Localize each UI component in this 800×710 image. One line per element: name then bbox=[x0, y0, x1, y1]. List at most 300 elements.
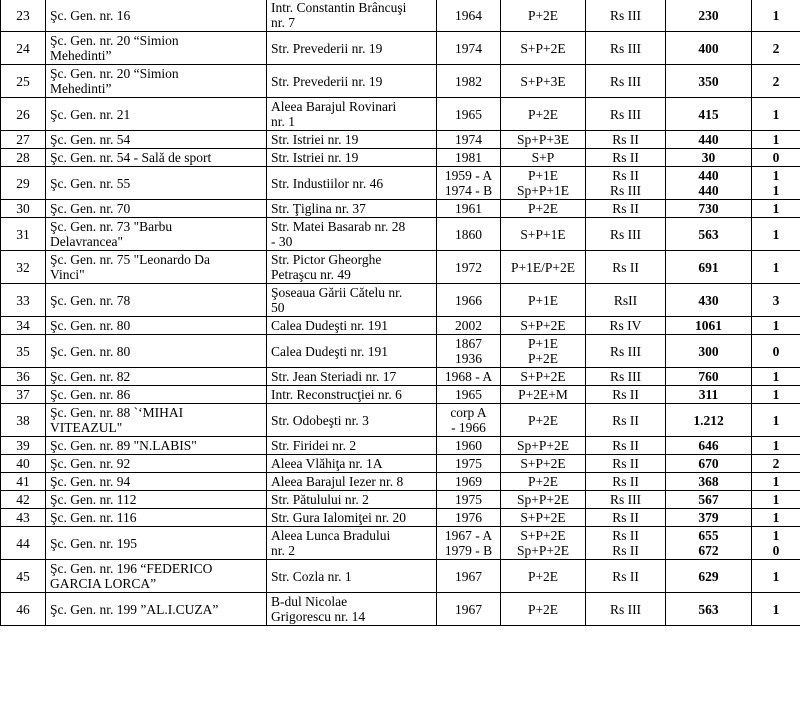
table-row bbox=[1, 200, 800, 218]
address-cell bbox=[267, 455, 437, 473]
last-column-cell bbox=[752, 284, 800, 317]
address-line: - 30 bbox=[271, 234, 293, 249]
height-regime-line: S+P+2E bbox=[520, 369, 566, 384]
row-number-cell: 36 bbox=[1, 368, 46, 386]
address-cell bbox=[267, 0, 437, 32]
height-regime-line: S+P+3E bbox=[520, 73, 566, 89]
seismic-risk-cell bbox=[586, 473, 666, 491]
school-name-line: Mehedinti” bbox=[50, 81, 112, 96]
school-name-cell bbox=[46, 284, 267, 317]
address-line: Aleea Lunca Bradului bbox=[271, 528, 391, 543]
height-regime-cell bbox=[501, 335, 586, 368]
height-regime-line: P+2E bbox=[527, 601, 559, 617]
last-column-line: 1 bbox=[772, 132, 780, 147]
address-line: Str. Firidei nr. 2 bbox=[271, 438, 357, 453]
school-name-line: Şc. Gen. nr. 54 - Sală de sport bbox=[50, 150, 212, 165]
construction-year-cell bbox=[437, 200, 501, 218]
school-name-line: Şc. Gen. nr. 199 ”AL.I.CUZA” bbox=[50, 601, 219, 617]
last-column-line: 1 bbox=[772, 412, 780, 428]
last-column-cell bbox=[752, 251, 800, 284]
address-cell bbox=[267, 167, 437, 200]
address-line: Str. Matei Basarab nr. 28 bbox=[271, 219, 406, 234]
address-line: B-dul Nicolae bbox=[271, 594, 348, 609]
table-body bbox=[1, 0, 800, 626]
capacity-line: 563 bbox=[698, 226, 719, 242]
address-line: Str. Cozla nr. 1 bbox=[271, 568, 352, 584]
seismic-risk-line: Rs III bbox=[609, 369, 642, 384]
construction-year-line: 1959 - A bbox=[444, 168, 493, 183]
school-name-cell bbox=[46, 200, 267, 218]
height-regime-line: S+P+2E bbox=[520, 456, 566, 471]
capacity-cell bbox=[666, 167, 752, 200]
school-name-cell bbox=[46, 437, 267, 455]
height-regime-line: S+P+2E bbox=[520, 40, 566, 56]
school-name-line: Şc. Gen. nr. 86 bbox=[50, 387, 131, 402]
address-line: Şoseaua Gării Cătelu nr. bbox=[271, 285, 403, 300]
construction-year-cell bbox=[437, 368, 501, 386]
address-line: Aleea Barajul Rovinari bbox=[271, 99, 397, 114]
capacity-cell bbox=[666, 509, 752, 527]
seismic-risk-line: Rs II bbox=[612, 543, 639, 558]
seismic-risk-cell bbox=[586, 404, 666, 437]
school-name-line: Şc. Gen. nr. 196 “FEDERICO bbox=[50, 561, 213, 576]
height-regime-cell bbox=[501, 200, 586, 218]
address-cell bbox=[267, 527, 437, 560]
last-column-line: 1 bbox=[772, 259, 780, 275]
construction-year-line: 1972 bbox=[455, 259, 482, 275]
row-number-cell: 37 bbox=[1, 386, 46, 404]
table-row bbox=[1, 218, 800, 251]
school-name-line: Şc. Gen. nr. 112 bbox=[50, 492, 137, 507]
capacity-cell bbox=[666, 335, 752, 368]
capacity-cell bbox=[666, 473, 752, 491]
construction-year-line: 1966 bbox=[455, 292, 482, 308]
seismic-risk-cell bbox=[586, 98, 666, 131]
school-name-line: Şc. Gen. nr. 73 "Barbu bbox=[50, 219, 173, 234]
capacity-line: 415 bbox=[698, 106, 719, 122]
capacity-line: 440 bbox=[698, 168, 719, 183]
school-name-line: Şc. Gen. nr. 20 “Simion bbox=[50, 33, 179, 48]
construction-year-line: - 1966 bbox=[451, 420, 486, 435]
table-row bbox=[1, 368, 800, 386]
height-regime-line: P+2E bbox=[527, 201, 559, 216]
table-row bbox=[1, 65, 800, 98]
height-regime-line: Sp+P+3E bbox=[517, 132, 569, 147]
table-row bbox=[1, 317, 800, 335]
last-column-line: 2 bbox=[772, 40, 780, 56]
height-regime-cell bbox=[501, 149, 586, 167]
school-name-line: Şc. Gen. nr. 116 bbox=[50, 510, 137, 525]
last-column-cell bbox=[752, 167, 800, 200]
row-number-cell: 27 bbox=[1, 131, 46, 149]
height-regime-cell bbox=[501, 167, 586, 200]
table-row bbox=[1, 593, 800, 626]
school-name-cell bbox=[46, 473, 267, 491]
address-line: Intr. Reconstrucţiei nr. 6 bbox=[271, 387, 402, 402]
construction-year-line: 1967 - A bbox=[444, 528, 493, 543]
last-column-cell bbox=[752, 593, 800, 626]
construction-year-line: 1974 bbox=[455, 132, 482, 147]
last-column-line: 1 bbox=[772, 568, 780, 584]
address-cell bbox=[267, 98, 437, 131]
school-name-cell bbox=[46, 455, 267, 473]
address-line: Aleea Vlăhiţa nr. 1A bbox=[271, 456, 383, 471]
address-cell bbox=[267, 317, 437, 335]
last-column-cell bbox=[752, 317, 800, 335]
last-column-line: 1 bbox=[772, 201, 780, 216]
last-column-cell bbox=[752, 473, 800, 491]
capacity-cell bbox=[666, 218, 752, 251]
school-name-line: Şc. Gen. nr. 88 `‘MIHAI bbox=[50, 405, 184, 420]
row-number-cell: 25 bbox=[1, 65, 46, 98]
capacity-line: 655 bbox=[698, 528, 719, 543]
capacity-line: 691 bbox=[698, 259, 719, 275]
construction-year-cell bbox=[437, 335, 501, 368]
row-number-cell: 40 bbox=[1, 455, 46, 473]
school-name-cell bbox=[46, 98, 267, 131]
capacity-line: 1061 bbox=[695, 318, 722, 333]
seismic-risk-line: Rs III bbox=[609, 106, 642, 122]
seismic-risk-cell bbox=[586, 368, 666, 386]
school-name-cell bbox=[46, 560, 267, 593]
construction-year-line: corp A bbox=[450, 405, 487, 420]
table-row bbox=[1, 527, 800, 560]
school-name-line: Şc. Gen. nr. 21 bbox=[50, 106, 131, 122]
school-name-cell bbox=[46, 491, 267, 509]
seismic-risk-line: Rs II bbox=[612, 387, 639, 402]
seismic-risk-line: Rs II bbox=[612, 201, 639, 216]
school-name-line: Mehedinti” bbox=[50, 48, 112, 63]
table-row bbox=[1, 167, 800, 200]
address-line: Str. Prevederii nr. 19 bbox=[271, 40, 383, 56]
last-column-cell bbox=[752, 0, 800, 32]
school-name-cell bbox=[46, 509, 267, 527]
capacity-cell bbox=[666, 368, 752, 386]
seismic-risk-line: Rs III bbox=[609, 601, 642, 617]
school-name-cell bbox=[46, 149, 267, 167]
capacity-cell bbox=[666, 0, 752, 32]
last-column-cell bbox=[752, 437, 800, 455]
construction-year-cell bbox=[437, 65, 501, 98]
construction-year-cell bbox=[437, 593, 501, 626]
last-column-line: 1 bbox=[772, 601, 780, 617]
address-cell bbox=[267, 65, 437, 98]
capacity-line: 350 bbox=[698, 73, 719, 89]
height-regime-cell bbox=[501, 218, 586, 251]
capacity-cell bbox=[666, 32, 752, 65]
table-row bbox=[1, 131, 800, 149]
school-name-line: Şc. Gen. nr. 70 bbox=[50, 201, 131, 216]
construction-year-line: 1967 bbox=[455, 568, 482, 584]
construction-year-line: 1961 bbox=[455, 201, 482, 216]
row-number-cell: 39 bbox=[1, 437, 46, 455]
school-name-line: Şc. Gen. nr. 55 bbox=[50, 175, 131, 191]
construction-year-cell bbox=[437, 491, 501, 509]
row-number-cell: 38 bbox=[1, 404, 46, 437]
row-number-cell: 34 bbox=[1, 317, 46, 335]
capacity-cell bbox=[666, 404, 752, 437]
seismic-risk-cell bbox=[586, 65, 666, 98]
school-name-line: Şc. Gen. nr. 78 bbox=[50, 292, 131, 308]
seismic-risk-line: Rs III bbox=[609, 492, 642, 507]
capacity-cell bbox=[666, 437, 752, 455]
capacity-line: 563 bbox=[698, 601, 719, 617]
construction-year-line: 1969 bbox=[455, 474, 482, 489]
height-regime-cell bbox=[501, 455, 586, 473]
height-regime-line: Sp+P+2E bbox=[517, 492, 569, 507]
construction-year-cell bbox=[437, 167, 501, 200]
seismic-risk-line: Rs III bbox=[609, 73, 642, 89]
construction-year-line: 1867 bbox=[455, 336, 482, 351]
address-line: Str. Odobeşti nr. 3 bbox=[271, 412, 369, 428]
row-number-cell: 24 bbox=[1, 32, 46, 65]
construction-year-line: 1860 bbox=[455, 226, 482, 242]
row-number-cell: 44 bbox=[1, 527, 46, 560]
school-name-cell bbox=[46, 131, 267, 149]
school-name-line: Şc. Gen. nr. 94 bbox=[50, 474, 131, 489]
last-column-cell bbox=[752, 98, 800, 131]
last-column-cell bbox=[752, 65, 800, 98]
capacity-cell bbox=[666, 149, 752, 167]
table-row bbox=[1, 98, 800, 131]
last-column-line: 1 bbox=[772, 183, 780, 198]
row-number-cell: 29 bbox=[1, 167, 46, 200]
address-cell bbox=[267, 560, 437, 593]
address-cell bbox=[267, 509, 437, 527]
seismic-risk-line: Rs III bbox=[609, 226, 642, 242]
height-regime-cell bbox=[501, 317, 586, 335]
construction-year-line: 1964 bbox=[455, 7, 482, 23]
address-line: Aleea Barajul Iezer nr. 8 bbox=[271, 474, 404, 489]
row-number-cell: 46 bbox=[1, 593, 46, 626]
table-row bbox=[1, 335, 800, 368]
last-column-line: 0 bbox=[772, 543, 780, 558]
height-regime-line: S+P+2E bbox=[520, 318, 566, 333]
height-regime-cell bbox=[501, 491, 586, 509]
height-regime-cell bbox=[501, 593, 586, 626]
capacity-line: 30 bbox=[701, 150, 716, 165]
construction-year-cell bbox=[437, 473, 501, 491]
last-column-cell bbox=[752, 527, 800, 560]
seismic-risk-cell bbox=[586, 131, 666, 149]
capacity-line: 629 bbox=[698, 568, 719, 584]
school-name-cell bbox=[46, 0, 267, 32]
last-column-line: 1 bbox=[772, 226, 780, 242]
address-line: 50 bbox=[271, 300, 285, 315]
last-column-line: 1 bbox=[772, 318, 780, 333]
height-regime-cell bbox=[501, 98, 586, 131]
last-column-line: 1 bbox=[772, 438, 780, 453]
last-column-line: 1 bbox=[772, 387, 780, 402]
height-regime-line: P+2E bbox=[527, 474, 559, 489]
last-column-line: 1 bbox=[772, 528, 780, 543]
address-cell bbox=[267, 32, 437, 65]
address-line: Str. Gura Ialomiţei nr. 20 bbox=[271, 510, 406, 525]
school-name-line: Şc. Gen. nr. 92 bbox=[50, 456, 131, 471]
row-number-cell: 42 bbox=[1, 491, 46, 509]
address-line: Str. Pictor Gheorghe bbox=[271, 252, 382, 267]
seismic-risk-line: Rs III bbox=[609, 7, 642, 23]
construction-year-cell bbox=[437, 0, 501, 32]
address-cell bbox=[267, 491, 437, 509]
address-cell bbox=[267, 473, 437, 491]
row-number-cell: 45 bbox=[1, 560, 46, 593]
height-regime-cell bbox=[501, 527, 586, 560]
last-column-cell bbox=[752, 404, 800, 437]
last-column-cell bbox=[752, 335, 800, 368]
seismic-risk-cell bbox=[586, 593, 666, 626]
seismic-risk-line: Rs II bbox=[612, 132, 639, 147]
height-regime-line: Sp+P+2E bbox=[517, 438, 569, 453]
capacity-cell bbox=[666, 65, 752, 98]
construction-year-line: 1965 bbox=[455, 106, 482, 122]
capacity-line: 440 bbox=[698, 183, 719, 198]
row-number-cell: 31 bbox=[1, 218, 46, 251]
seismic-risk-line: Rs II bbox=[612, 259, 639, 275]
last-column-cell bbox=[752, 149, 800, 167]
address-cell bbox=[267, 149, 437, 167]
address-line: Grigorescu nr. 14 bbox=[271, 609, 366, 624]
seismic-risk-line: Rs II bbox=[612, 510, 639, 525]
seismic-risk-cell bbox=[586, 32, 666, 65]
height-regime-line: S+P bbox=[531, 150, 555, 165]
table-row bbox=[1, 149, 800, 167]
construction-year-cell bbox=[437, 131, 501, 149]
last-column-line: 1 bbox=[772, 7, 780, 23]
capacity-line: 311 bbox=[698, 387, 719, 402]
address-cell bbox=[267, 218, 437, 251]
last-column-line: 1 bbox=[772, 510, 780, 525]
table-row bbox=[1, 386, 800, 404]
school-name-cell bbox=[46, 251, 267, 284]
capacity-cell bbox=[666, 284, 752, 317]
construction-year-line: 1979 - B bbox=[444, 543, 493, 558]
seismic-risk-cell bbox=[586, 0, 666, 32]
school-name-line: Şc. Gen. nr. 80 bbox=[50, 343, 131, 359]
construction-year-cell bbox=[437, 560, 501, 593]
construction-year-line: 1974 bbox=[455, 40, 482, 56]
address-line: Str. Jean Steriadi nr. 17 bbox=[271, 369, 397, 384]
last-column-line: 2 bbox=[772, 73, 780, 89]
address-cell bbox=[267, 593, 437, 626]
last-column-line: 1 bbox=[772, 369, 780, 384]
capacity-cell bbox=[666, 200, 752, 218]
school-name-line: Şc. Gen. nr. 82 bbox=[50, 369, 131, 384]
height-regime-cell bbox=[501, 473, 586, 491]
address-cell bbox=[267, 437, 437, 455]
row-number-cell: 23 bbox=[1, 0, 46, 32]
height-regime-cell bbox=[501, 404, 586, 437]
row-number-cell: 33 bbox=[1, 284, 46, 317]
seismic-risk-cell bbox=[586, 509, 666, 527]
capacity-line: 230 bbox=[698, 7, 719, 23]
height-regime-line: P+2E bbox=[527, 351, 559, 366]
construction-year-cell bbox=[437, 317, 501, 335]
last-column-cell bbox=[752, 560, 800, 593]
last-column-line: 0 bbox=[772, 150, 780, 165]
last-column-line: 1 bbox=[772, 106, 780, 122]
capacity-cell bbox=[666, 593, 752, 626]
capacity-line: 430 bbox=[698, 292, 719, 308]
school-name-line: Delavrancea" bbox=[50, 234, 123, 249]
capacity-cell bbox=[666, 251, 752, 284]
construction-year-cell bbox=[437, 404, 501, 437]
construction-year-cell bbox=[437, 509, 501, 527]
seismic-risk-line: Rs III bbox=[609, 183, 642, 198]
address-line: Calea Dudeşti nr. 191 bbox=[271, 318, 388, 333]
construction-year-line: 1936 bbox=[455, 351, 482, 366]
height-regime-line: S+P+2E bbox=[520, 510, 566, 525]
school-name-line: Vinci" bbox=[50, 267, 85, 282]
seismic-risk-line: Rs II bbox=[612, 150, 639, 165]
school-name-line: Şc. Gen. nr. 54 bbox=[50, 132, 131, 147]
seismic-risk-cell bbox=[586, 437, 666, 455]
seismic-risk-line: RsII bbox=[613, 292, 638, 308]
row-number-cell: 30 bbox=[1, 200, 46, 218]
capacity-cell bbox=[666, 131, 752, 149]
capacity-cell bbox=[666, 527, 752, 560]
address-line: Str. Istriei nr. 19 bbox=[271, 150, 359, 165]
row-number-cell: 35 bbox=[1, 335, 46, 368]
construction-year-cell bbox=[437, 149, 501, 167]
address-line: Str. Pătulului nr. 2 bbox=[271, 492, 369, 507]
last-column-cell bbox=[752, 200, 800, 218]
seismic-risk-line: Rs II bbox=[612, 568, 639, 584]
construction-year-line: 2002 bbox=[455, 318, 482, 333]
school-name-cell bbox=[46, 368, 267, 386]
seismic-risk-cell bbox=[586, 167, 666, 200]
school-name-cell bbox=[46, 317, 267, 335]
capacity-line: 1.212 bbox=[693, 412, 724, 428]
construction-year-line: 1975 bbox=[455, 456, 482, 471]
height-regime-line: P+2E bbox=[527, 568, 559, 584]
address-line: nr. 7 bbox=[271, 15, 296, 30]
address-line: Calea Dudeşti nr. 191 bbox=[271, 343, 388, 359]
table-row bbox=[1, 0, 800, 32]
last-column-cell bbox=[752, 368, 800, 386]
height-regime-line: P+2E+M bbox=[518, 387, 568, 402]
height-regime-line: S+P+1E bbox=[520, 226, 566, 242]
row-number-cell: 41 bbox=[1, 473, 46, 491]
school-name-cell bbox=[46, 335, 267, 368]
height-regime-cell bbox=[501, 284, 586, 317]
table-row bbox=[1, 251, 800, 284]
table-row bbox=[1, 32, 800, 65]
height-regime-cell bbox=[501, 65, 586, 98]
address-cell bbox=[267, 368, 437, 386]
construction-year-line: 1974 - B bbox=[444, 183, 493, 198]
seismic-risk-cell bbox=[586, 317, 666, 335]
address-cell bbox=[267, 335, 437, 368]
construction-year-cell bbox=[437, 386, 501, 404]
capacity-line: 670 bbox=[698, 456, 719, 471]
seismic-risk-cell bbox=[586, 491, 666, 509]
seismic-risk-line: Rs II bbox=[612, 438, 639, 453]
table-row bbox=[1, 509, 800, 527]
school-name-line: Şc. Gen. nr. 20 “Simion bbox=[50, 66, 179, 81]
construction-year-line: 1981 bbox=[455, 150, 482, 165]
height-regime-cell bbox=[501, 437, 586, 455]
table-row bbox=[1, 560, 800, 593]
capacity-line: 760 bbox=[698, 369, 719, 384]
height-regime-cell bbox=[501, 251, 586, 284]
height-regime-line: S+P+2E bbox=[520, 528, 566, 543]
school-name-line: Şc. Gen. nr. 80 bbox=[50, 318, 131, 333]
last-column-line: 1 bbox=[772, 474, 780, 489]
school-name-cell bbox=[46, 386, 267, 404]
school-name-line: Şc. Gen. nr. 89 "N.LABIS" bbox=[50, 438, 197, 453]
capacity-line: 646 bbox=[698, 438, 719, 453]
